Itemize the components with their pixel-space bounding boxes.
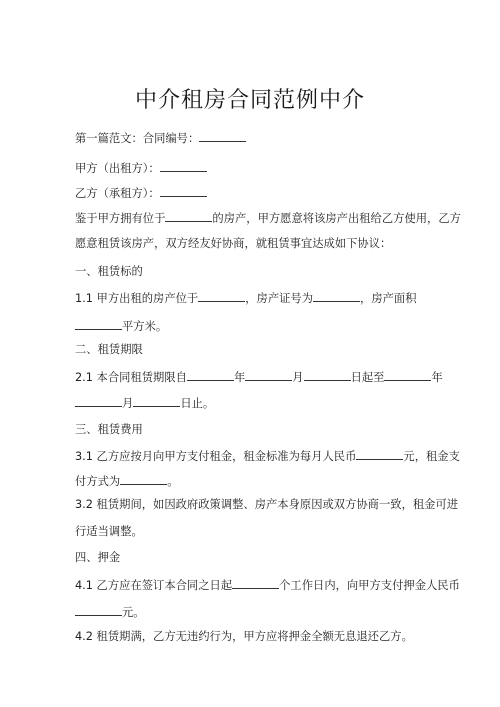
document-line — [75, 343, 435, 357]
document-line — [75, 473, 435, 489]
fill-in-blank — [160, 160, 207, 172]
document-line — [75, 604, 435, 620]
document-line — [75, 265, 435, 279]
line-text: 第一篇范文：合同编号： — [75, 132, 200, 145]
line-text: 愿意租赁该房产，双方经友好协商，就租赁事宜达成如下协议： — [75, 237, 392, 250]
line-text: 月 — [122, 397, 134, 410]
fill-in-blank — [165, 210, 212, 222]
line-text: 3.2 租赁期间，如因政府政策调整、房产本身原因或双方协商一致，租金可进 — [75, 498, 459, 511]
fill-in-blank — [384, 369, 431, 381]
line-text: 年 — [233, 371, 246, 384]
line-text: 乙方（承租方）： — [75, 187, 160, 200]
document-line — [75, 395, 435, 411]
fill-in-blank — [199, 130, 246, 142]
document-line — [75, 160, 435, 176]
fill-in-blank — [75, 604, 122, 616]
line-text: 行适当调整。 — [75, 525, 143, 538]
line-text: 4.2 租赁期满，乙方无违约行为，甲方应将押金全额无息退还乙方。 — [75, 630, 413, 643]
document-line — [75, 630, 435, 644]
line-text: 一、租赁标的 — [75, 265, 143, 278]
line-text: 日止。 — [180, 397, 215, 410]
fill-in-blank — [232, 577, 279, 589]
line-text: 3.1 乙方应按月向甲方支付租金，租金标准为每月人民币 — [75, 450, 357, 463]
document-line — [75, 577, 460, 593]
document-line — [75, 423, 435, 437]
fill-in-blank — [313, 290, 360, 302]
document-line — [75, 290, 435, 306]
line-text: 年 — [431, 371, 443, 384]
fill-in-blank — [75, 318, 122, 330]
line-text: 2.1 本合同租赁期限自 — [75, 371, 187, 384]
document-line — [75, 551, 435, 565]
fill-in-blank — [356, 448, 403, 460]
document-line — [75, 448, 460, 464]
line-text: 1.1 甲方出租的房产位于 — [75, 292, 199, 305]
document-line — [75, 369, 443, 385]
document-title: 中介租房合同范例中介 — [134, 88, 365, 113]
line-text: 二、租赁期限 — [75, 343, 143, 356]
fill-in-blank — [304, 369, 351, 381]
line-text: 个工作日内，向甲方支付押金人民币 — [279, 579, 460, 592]
document-line — [75, 318, 435, 334]
fill-in-blank — [75, 395, 122, 407]
fill-in-blank — [133, 395, 180, 407]
line-text: 鉴于甲方拥有位于 — [75, 212, 166, 225]
document-line — [75, 525, 435, 539]
fill-in-blank — [245, 369, 292, 381]
document-line — [75, 210, 461, 226]
line-text: 平方米。 — [122, 320, 168, 333]
line-text: 甲方（出租方）： — [75, 162, 160, 175]
line-text: ，房产面积 — [360, 292, 417, 305]
fill-in-blank — [187, 369, 234, 381]
line-text: 的房产，甲方愿意将该房产出租给乙方使用，乙方 — [212, 212, 461, 225]
fill-in-blank — [198, 290, 245, 302]
line-text: 4.1 乙方应在签订本合同之日起 — [75, 579, 233, 592]
line-text: ，房产证号为 — [245, 292, 314, 305]
line-text: 四、押金 — [75, 551, 121, 564]
document-line — [75, 130, 435, 146]
line-text: 元。 — [122, 606, 145, 619]
document-line — [75, 237, 435, 251]
line-text: 元，租金支 — [403, 450, 460, 463]
line-text: 付方式为 — [75, 475, 121, 488]
line-text: 月 — [292, 371, 304, 384]
document-line — [75, 498, 459, 512]
fill-in-blank — [160, 185, 207, 197]
fill-in-blank — [120, 473, 167, 485]
document-line — [75, 185, 435, 201]
line-text: 三、租赁费用 — [75, 423, 143, 436]
line-text: 日起至 — [350, 371, 385, 384]
line-text: 。 — [167, 475, 179, 488]
